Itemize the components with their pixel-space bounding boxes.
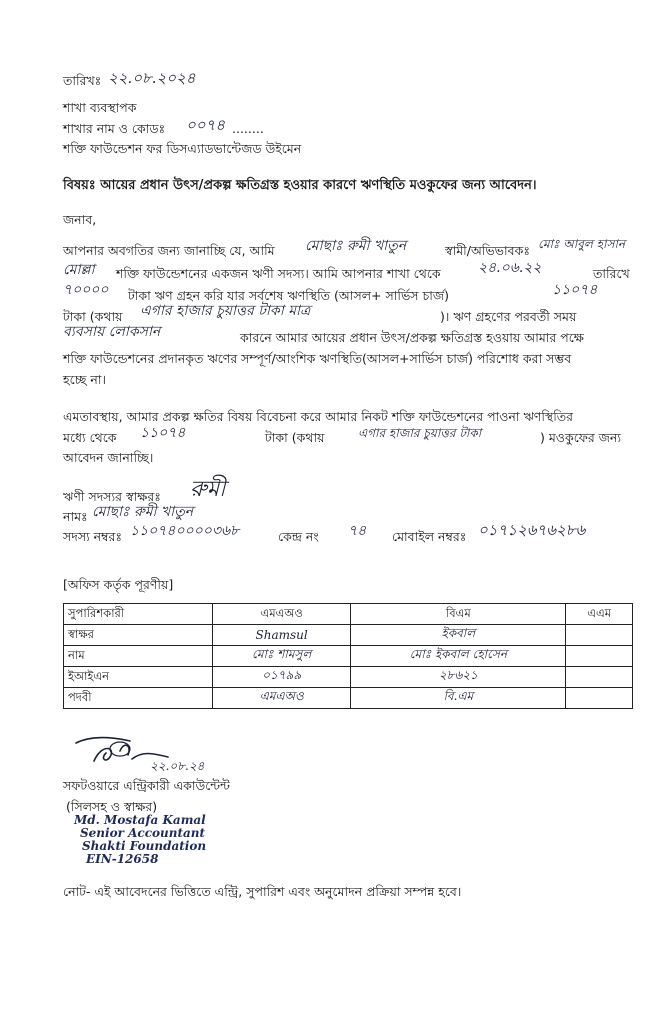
subject: বিষয়ঃ আয়ের প্রধান উৎস/প্রকল্প ক্ষতিগ্রস্ত হওয়ার কারণে ঋণস্থিতি মওকুফের জন্য আবেদন। (63, 178, 537, 193)
seal-title: Senior Accountant (80, 826, 206, 840)
para2-l1: এমতাবস্থায়, আমার প্রকল্প ক্ষতির বিষয় বিবেচনা করে আমার নিকট শক্তি ফাউন্ডেশনের পাওনা ঋণস্থিতির (63, 409, 574, 424)
seal-name: Md. Mostafa Kamal (74, 813, 206, 827)
mobile-number: ০১৭১২৬৭৬২৮৬ (478, 521, 586, 539)
table-header: সুপারিশকারী (64, 604, 213, 625)
para2-l2-b: টাকা (কথায় (265, 430, 325, 445)
org-line: শক্তি ফাউন্ডেশন ফর ডিসএ্যাডভান্টেজড উইমেন (63, 141, 302, 156)
table-cell: ২৮৬২১ (351, 667, 566, 688)
accountant-role: সফটওয়ারে এন্ট্রিকারী একাউন্টেন্ট (63, 778, 230, 793)
para1-l4-b: )। ঋণ গ্রহণের পরবর্তী সময় (440, 309, 577, 324)
table-row (64, 625, 633, 646)
row-label: পদবী (64, 688, 213, 709)
branch-code: ০০৭৪ (186, 116, 225, 134)
waiver-amount: ১১০৭৪ (140, 425, 186, 441)
seal-ein: EIN-12658 (86, 852, 159, 866)
table-cell: ০১৭৯৯ (213, 667, 351, 688)
table-cell (566, 646, 633, 667)
table-cell: মোঃ ইকবাল হোসেন (351, 646, 566, 667)
row-label: স্বাক্ষর (64, 625, 213, 646)
branch-label: শাখার নাম ও কোডঃ (63, 121, 166, 136)
manager-line: শাখা ব্যবস্থাপক (63, 100, 137, 115)
waiver-words: এগার হাজার চুয়াত্তর টাকা (358, 426, 482, 440)
para1-l4-a: টাকা (কথায় (63, 309, 123, 324)
table-cell: মোঃ শামসুল (213, 646, 351, 667)
date-value: ২২.০৮.২০২৪ (108, 69, 196, 87)
center-number: ৭৪ (348, 523, 367, 539)
table-cell: Shamsul (213, 625, 351, 646)
member-name-label: নামঃ (63, 509, 88, 524)
para1-l1-b: স্বামী/অভিভাবকঃ (445, 243, 530, 258)
loan-date: ২৪.০৬.২২ (478, 260, 542, 276)
table-row (64, 667, 633, 688)
table-cell: ইকবাল (351, 625, 566, 646)
table-cell: বি.এম (351, 688, 566, 709)
table-header: এমএঅও (213, 604, 351, 625)
center-label: কেন্দ্র নং (278, 529, 319, 544)
recommendation-table (63, 603, 633, 709)
branch-dots: ........ (232, 121, 264, 136)
member-sign-label: ঋণী সদস্যর স্বাক্ষরঃ (63, 489, 161, 504)
row-label: ইআইএন (64, 667, 213, 688)
loan-amount: ৭০০০০ (63, 282, 109, 298)
para1-l6: শক্তি ফাউন্ডেশনের প্রদানকৃত ঋণের সম্পূর্ণ/আংশিক ঋণস্থিতি(আসল+সার্ভিস চার্জ) পরিশোধ করা সম্ভব (63, 351, 572, 366)
member-id-label: সদস্য নম্বরঃ (63, 529, 123, 544)
member-name: মোছাঃ রুমী খাতুন (92, 504, 194, 520)
table-cell: এমএঅও (213, 688, 351, 709)
accountant-sign-date: ২২.০৮.২৪ (150, 759, 205, 773)
table-cell (566, 625, 633, 646)
para1-l3-a: টাকা ঋণ গ্রহন করি যার সর্বশেষ ঋণস্থিতি (আসল+ সার্ভিস চার্জ) (128, 288, 449, 303)
salutation: জনাব, (63, 212, 97, 227)
loan-balance: ১১০৭৪ (552, 282, 598, 298)
office-heading: [অফিস কর্তৃক পূরণীয়] (63, 577, 174, 592)
guardian-surname: মোল্লা (63, 262, 95, 278)
applicant-name: মোছাঃ রুমী খাতুন (305, 238, 407, 254)
para1-l5-a: কারনে আমার আয়ের প্রধান উৎস/প্রকল্প ক্ষতিগ্রস্ত হওয়ায় আমার পক্ষে (240, 330, 584, 345)
para1-l7: হচ্ছে না। (63, 372, 106, 387)
damage-reason: ব্যবসায় লোকসান (63, 324, 161, 340)
para2-l3: আবেদন জানাচ্ছি। (63, 450, 154, 465)
row-label: নাম (64, 646, 213, 667)
guardian-name: মোঃ আবুল হাসান (538, 237, 626, 251)
table-row (64, 688, 633, 709)
para1-l2-b: শক্তি ফাউন্ডেশনের একজন ঋণী সদস্য। আমি আপনার শাখা থেকে (116, 266, 441, 281)
table-header: এএম (566, 604, 633, 625)
mobile-label: মোবাইল নম্বরঃ (392, 529, 467, 544)
member-signature: রুমী (190, 477, 226, 502)
balance-words: এগার হাজার চুয়াত্তর টাকা মাত্র (140, 303, 311, 319)
date-label: তারিখঃ (63, 73, 102, 88)
footer-note: নোট- এই আবেদনের ভিত্তিতে এন্ট্রি, সুপারিশ এবং অনুমোদন প্রক্রিয়া সম্পন্ন হবে। (63, 884, 462, 899)
table-header: বিএম (351, 604, 566, 625)
seal-org: Shakti Foundation (82, 839, 207, 853)
para1-l1-a: আপনার অবগতির জন্য জানাচ্ছি যে, আমি (63, 243, 275, 258)
para1-l2-c: তারিখে (593, 266, 630, 281)
para2-l2-c: ) মওকুফের জন্য (540, 430, 622, 445)
table-cell (566, 667, 633, 688)
member-id: ১১০৭৪০০০০৩৬৮ (130, 523, 240, 539)
table-cell (566, 688, 633, 709)
table-row (64, 646, 633, 667)
table-header-row (64, 604, 633, 625)
seal-label: (সিলসহ ও স্বাক্ষর) (66, 799, 158, 814)
para2-l2-a: মধ্যে থেকে (63, 430, 117, 445)
